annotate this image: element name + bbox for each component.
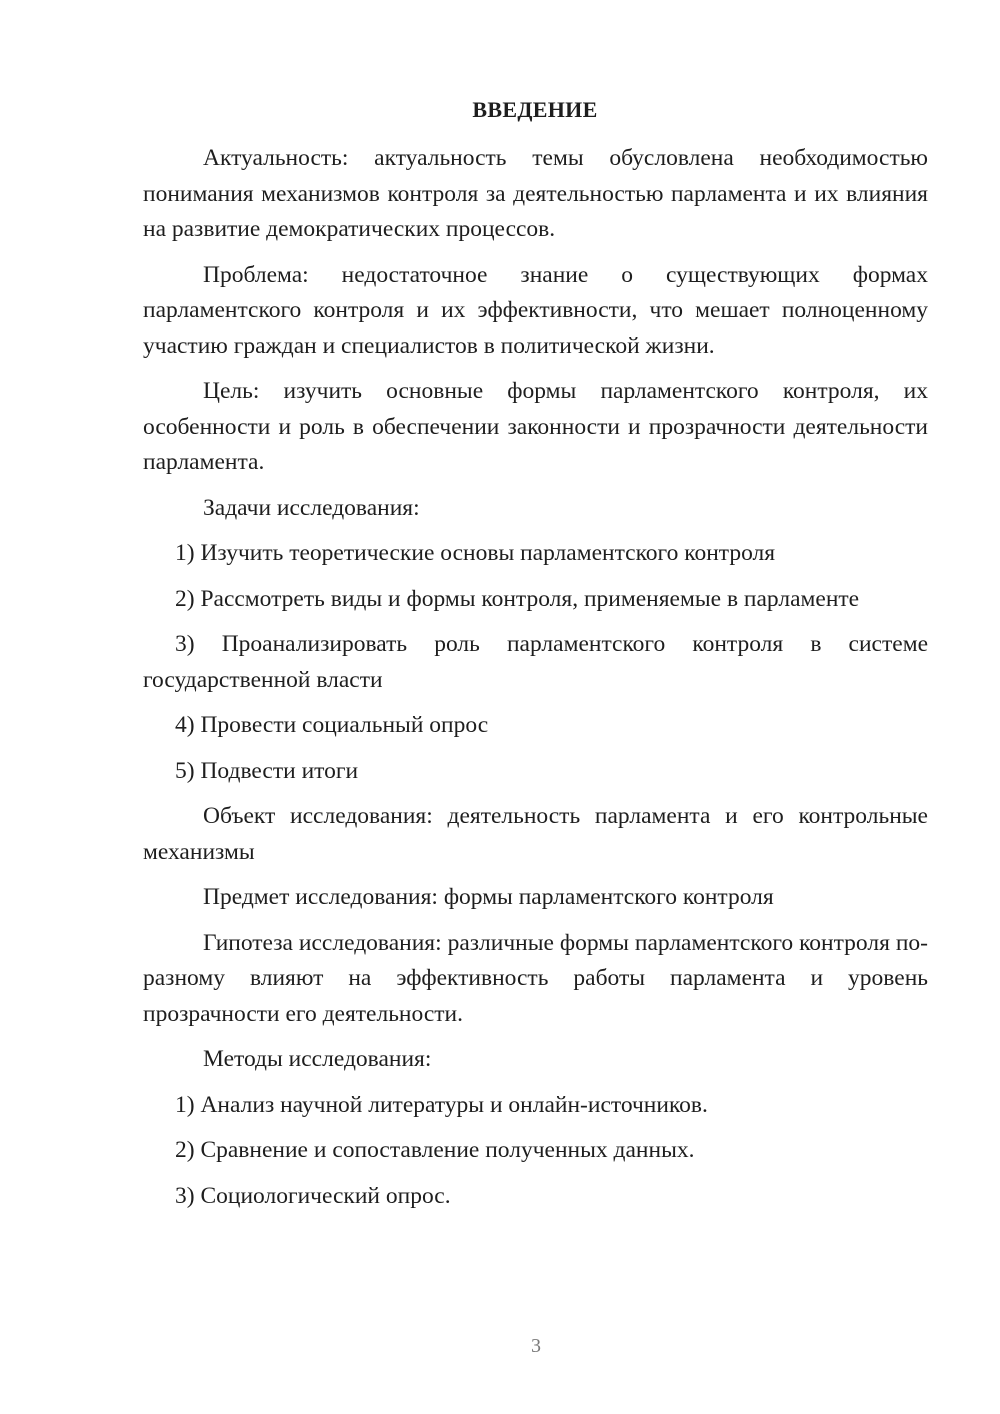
method-item-2: 2) Сравнение и сопоставление полученных данных. xyxy=(175,1137,695,1163)
paragraph-subject: Предмет исследования: формы парламентского контроля xyxy=(203,884,774,910)
document-body xyxy=(143,141,928,1224)
page-number: 3 xyxy=(531,1335,541,1357)
paragraph-problem: Проблема: недостаточное знание о существующих формах парламентского контроля и их эффективности, что мешает полноценному участию граждан и специалистов в политической жизни. xyxy=(143,261,928,359)
task-item-3: 3) Проанализировать роль парламентского контроля в системе государственной власти xyxy=(143,631,928,693)
page-heading: ВВЕДЕНИЕ xyxy=(472,97,598,122)
paragraph-goal: Цель: изучить основные формы парламентского контроля, их особенности и роль в обеспечении законности и прозрачности деятельности парламента. xyxy=(143,378,928,475)
paragraph-object: Объект исследования: деятельность парламента и его контрольные механизмы xyxy=(143,803,928,865)
method-item-3: 3) Социологический опрос. xyxy=(175,1182,451,1209)
task-item-1: 1) Изучить теоретические основы парламентского контроля xyxy=(175,540,776,566)
tasks-title: Задачи исследования: xyxy=(203,494,420,521)
task-item-2: 2) Рассмотреть виды и формы контроля, применяемые в парламенте xyxy=(175,585,860,612)
task-item-5: 5) Подвести итоги xyxy=(175,757,359,784)
methods-title: Методы исследования: xyxy=(203,1046,432,1072)
paragraph-hypothesis: Гипотеза исследования: различные формы парламентского контроля по-разному влияют на эффективность работы парламента и уровень прозрачности его деятельности. xyxy=(143,929,928,1027)
task-item-4: 4) Провести социальный опрос xyxy=(175,712,489,738)
method-item-1: 1) Анализ научной литературы и онлайн-источников. xyxy=(175,1091,708,1118)
paragraph-relevance: Актуальность: актуальность темы обусловлена необходимостью понимания механизмов контроля за деятельностью парламента и их влияния на развитие демократических процессов. xyxy=(143,145,928,242)
